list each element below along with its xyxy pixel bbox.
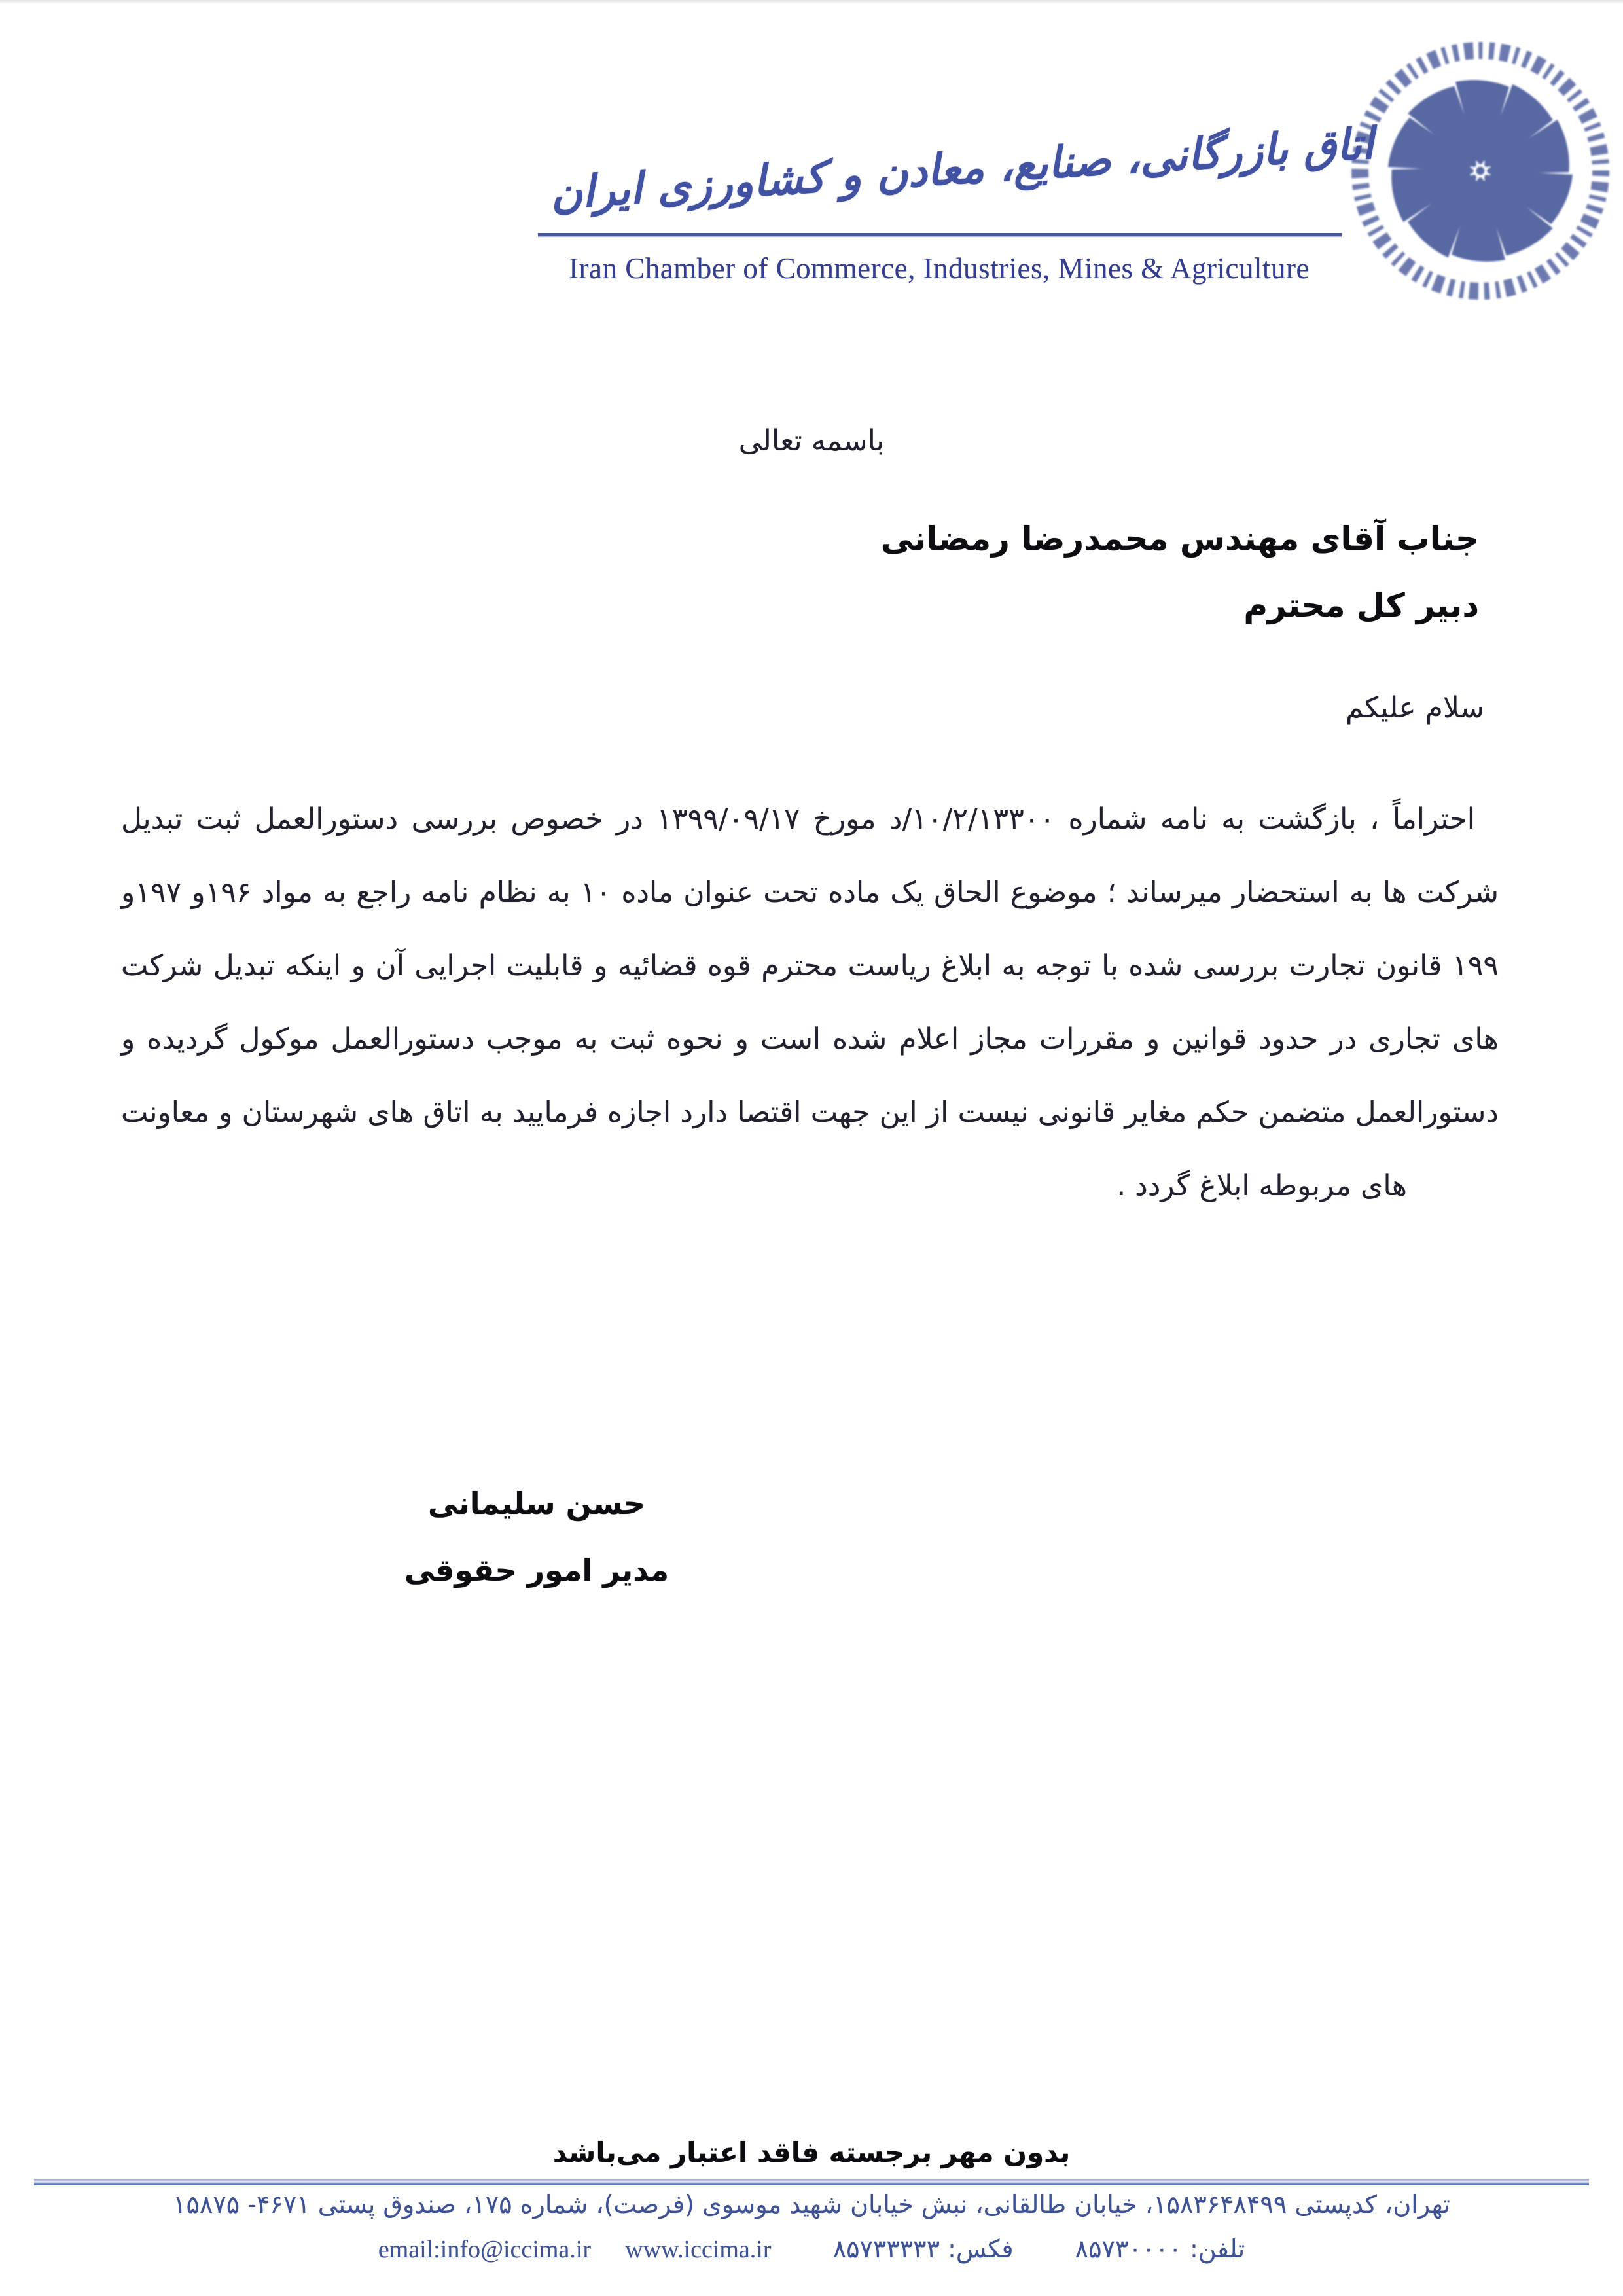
body-line-6: های مربوطه ابلاغ گردد . bbox=[1116, 1169, 1407, 1202]
body-line-2: شرکت ها به استحضار میرساند ؛ موضوع الحاق یک ماده تحت عنوان ماده ۱۰ به نظام نامه راجع به مواد ۱۹۶و ۱۹۷و bbox=[121, 876, 1499, 909]
addressee-block bbox=[881, 505, 1479, 639]
fax-label: فکس: bbox=[948, 2234, 1014, 2263]
footer-contact bbox=[0, 2234, 1623, 2264]
letterhead-rule bbox=[538, 233, 1342, 236]
phone-label: تلفن: bbox=[1190, 2234, 1245, 2263]
signature-block bbox=[360, 1470, 713, 1604]
scan-edge-artifact bbox=[0, 0, 1623, 4]
fax-number: ۸۵۷۳۳۳۳۳ bbox=[832, 2234, 940, 2263]
phone-number: ۸۵۷۳۰۰۰۰ bbox=[1075, 2234, 1182, 2263]
email-text: email:info@iccima.ir bbox=[378, 2236, 591, 2263]
org-name-english: Iran Chamber of Commerce, Industries, Mines & Agriculture bbox=[569, 252, 1310, 285]
basmala: باسمه تعالی bbox=[738, 424, 885, 457]
signer-title: مدیر امور حقوقی bbox=[404, 1552, 669, 1588]
website-text: www.iccima.ir bbox=[625, 2236, 772, 2263]
salutation: سلام علیکم bbox=[1345, 691, 1484, 725]
body-line-1: احتراماً ، بازگشت به نامه شماره ۱۰/۲/۱۳۳۰۰/د مورخ ۱۳۹۹/۰۹/۱۷ در خصوص بررسی دستورالعمل ثبت تبدیل bbox=[121, 802, 1475, 836]
addressee-name: جناب آقای مهندس محمدرضا رمضانی bbox=[880, 520, 1479, 558]
body-line-4: های تجاری در حدود قوانین و مقررات مجاز اعلام شده است و نحوه ثبت به موجب دستورالعمل موکول گردیده و bbox=[121, 1022, 1499, 1056]
signer-name: حسن سلیمانی bbox=[427, 1486, 646, 1521]
body-paragraph bbox=[121, 783, 1499, 1223]
body-line-3: ۱۹۹ قانون تجارت بررسی شده با توجه به ابلاغ ریاست محترم قوه قضائیه و قابلیت اجرایی آن و اینکه تبدیل شرکت bbox=[121, 949, 1499, 982]
addressee-title: دبیر کل محترم bbox=[1243, 586, 1479, 624]
footer-address: تهران، کدپستی ۱۵۸۳۶۴۸۴۹۹، خیابان طالقانی، نبش خیابان شهید موسوی (فرصت)، شماره ۱۷۵، صندوق پستی ۴۶۷۱- ۱۵۸۷۵ bbox=[173, 2190, 1450, 2219]
org-name-calligraphy: اتاق بازرگانی، صنایع، معادن و کشاورزی ایران bbox=[548, 118, 1376, 219]
body-line-5: دستورالعمل متضمن حکم مغایر قانونی نیست از این جهت اقتصا دارد اجازه فرمایید به اتاق های شهرستان و معاونت bbox=[121, 1096, 1499, 1129]
footer-rule bbox=[34, 2179, 1589, 2185]
stamp-validity-note: بدون مهر برجسته فاقد اعتبار می‌باشد bbox=[552, 2136, 1071, 2168]
